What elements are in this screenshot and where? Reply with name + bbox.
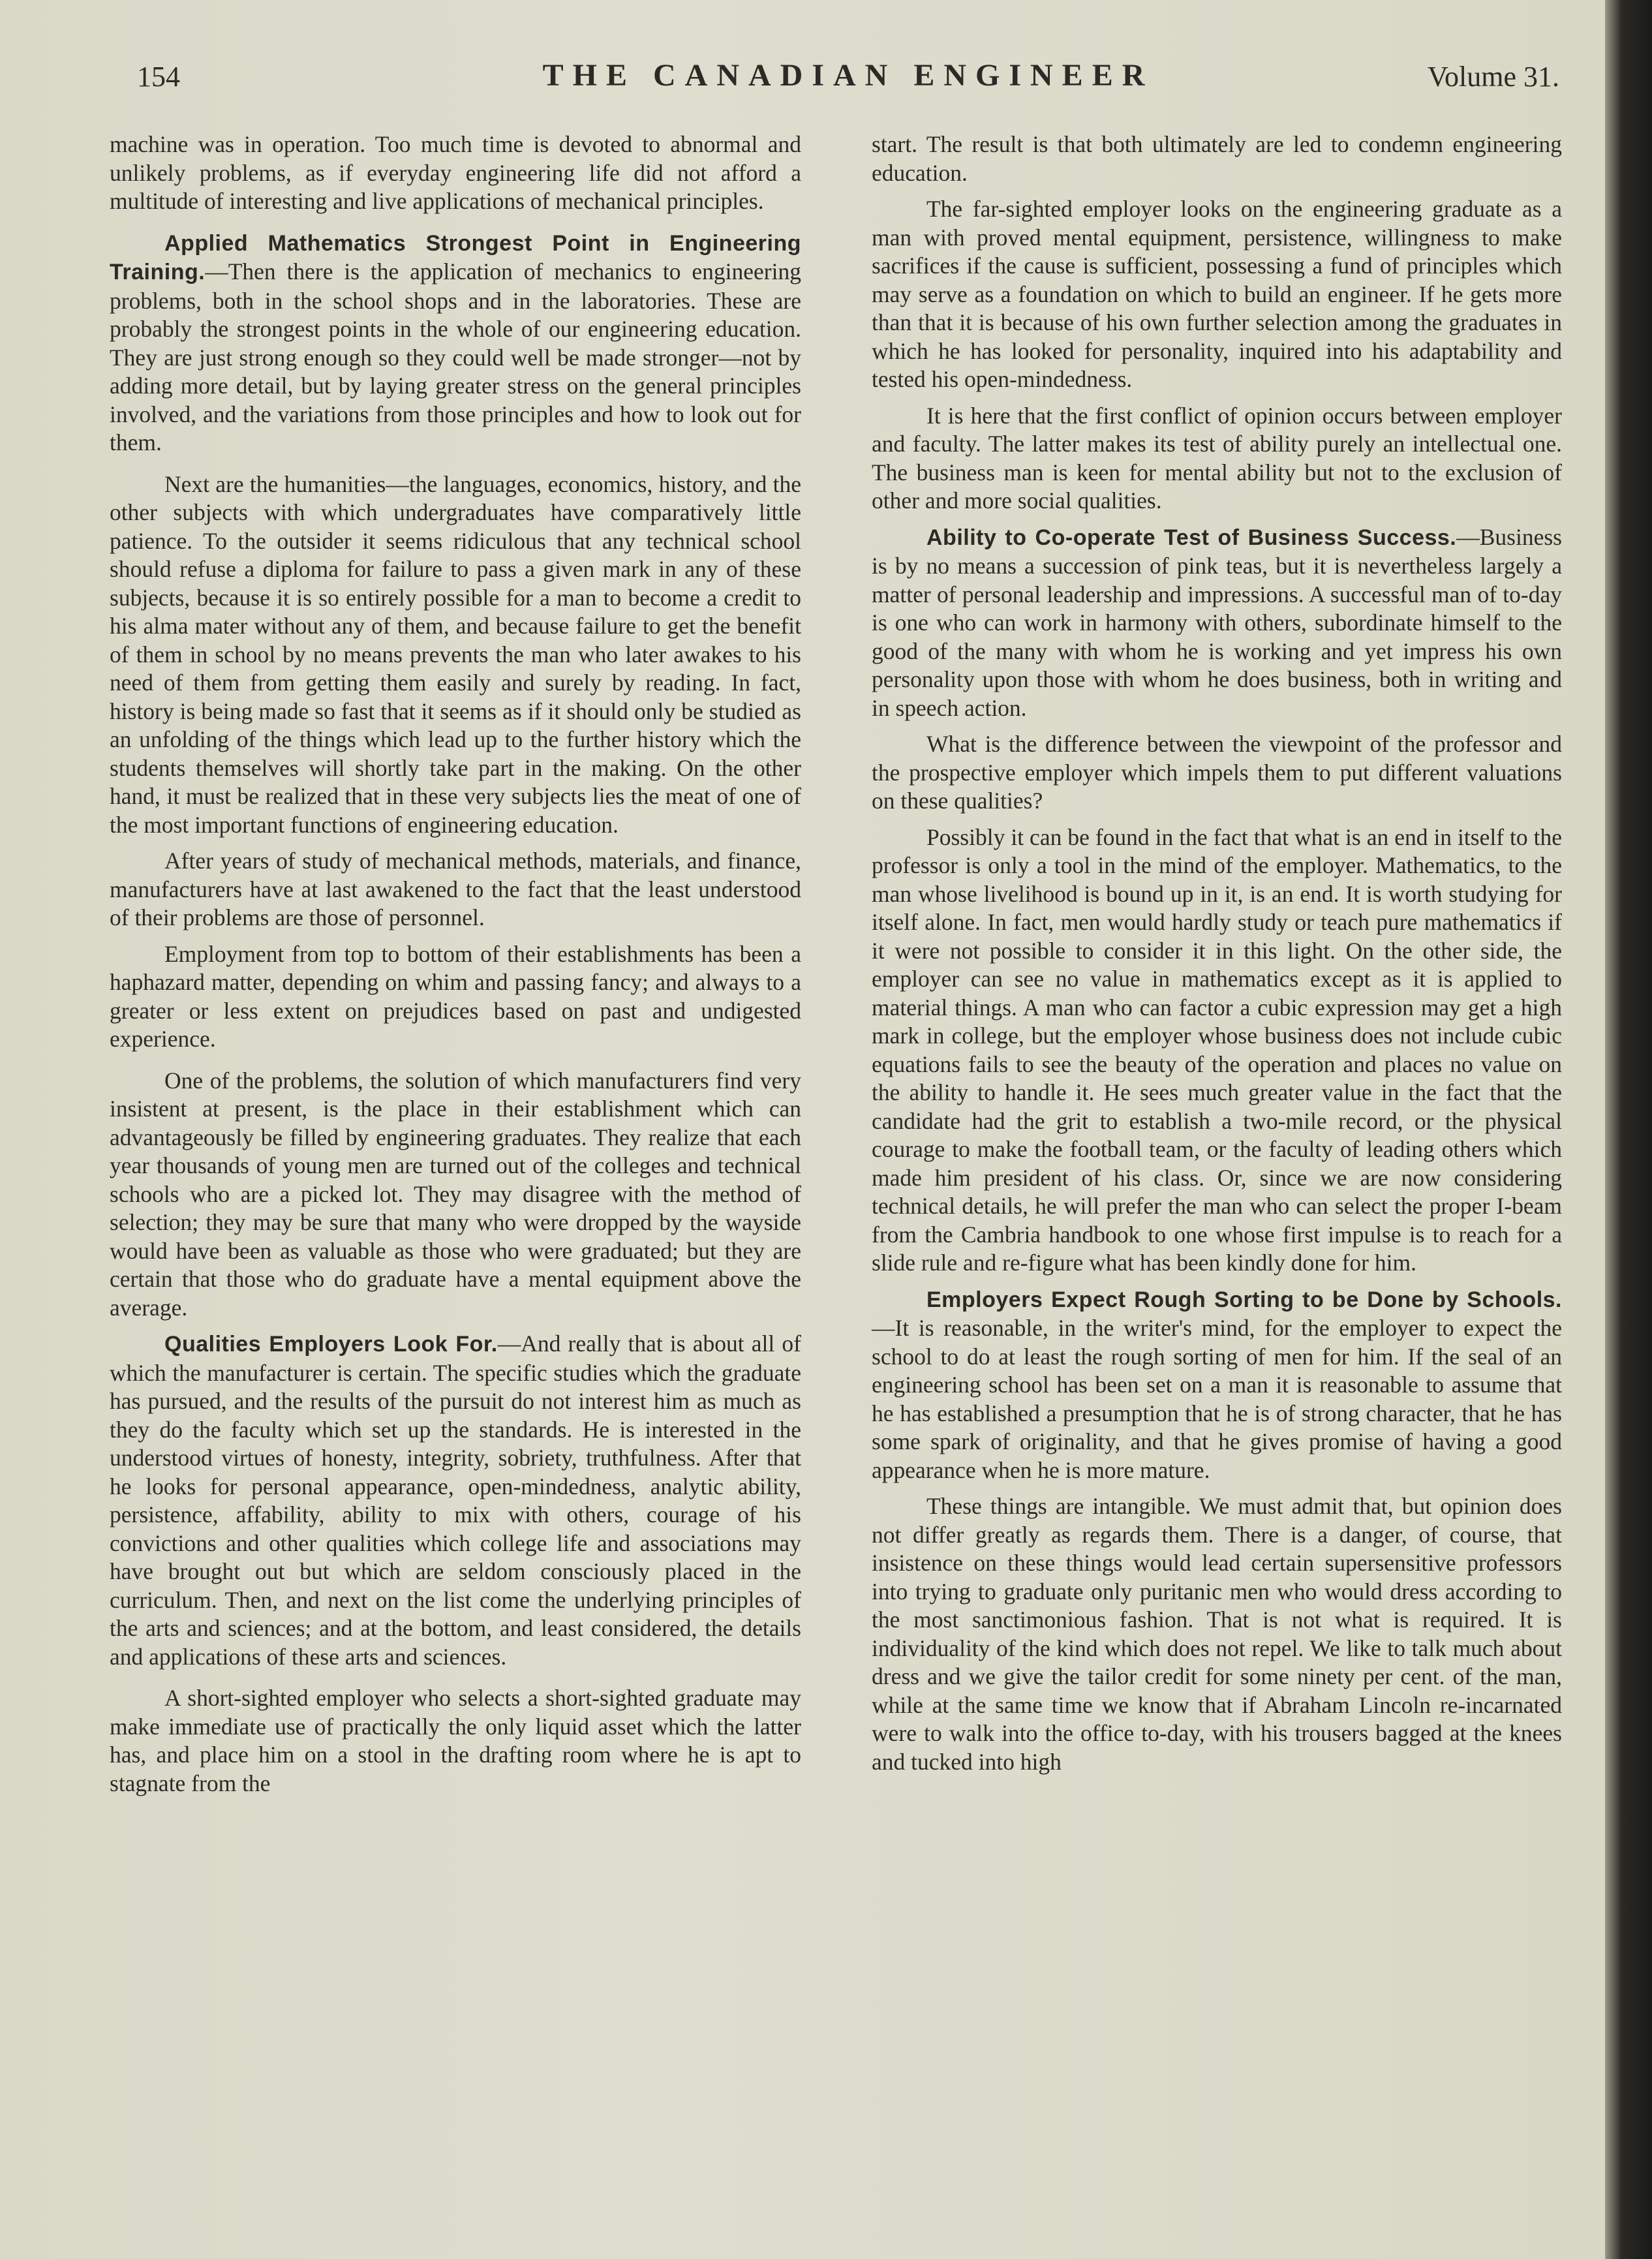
paragraph: These things are intangible. We must admit that, but opinion does not differ greatly as regards them. There is a danger, of course, that insistence on these things would lead certain supersensitive professors into trying to graduate only puritanic men who would dress according to the most sanctimonious fashion. That is not what is required. It is individuality of the kind which does not repel. We like to talk much about dress and we give the tailor credit for some ninety per cent. of the man, while at the same time we know that if Abraham Lincoln re-incarnated were to walk into the office to-day, with his trousers bagged at the knees and tucked into high — [872, 1493, 1562, 1775]
section-heading: Applied Mathematics Strongest Point in Engineering Training. — [110, 230, 801, 284]
paragraph: Employers Expect Rough Sorting to be Done by Schools.—It is reasonable, in the writer's mind, for the employer to expect the school to do at least the rough sorting of men for him. If the seal of an engineering school has been set on a man it is reasonable to assume that he has established a presumption that he is of strong character, that he has some spark of originality, and that he gives promise of having a good appearance when he is more mature. — [872, 1287, 1562, 1483]
paragraph: What is the difference between the viewpoint of the professor and the prospective employer which impels them to put different valuations on these qualities? — [872, 731, 1562, 814]
section-heading: Employers Expect Rough Sorting to be Done by Schools. — [926, 1287, 1562, 1312]
volume-label: Volume 31. — [1427, 61, 1559, 93]
page-header — [137, 57, 1559, 103]
section-heading: Qualities Employers Look For. — [164, 1332, 498, 1357]
paragraph: After years of study of mechanical methods, materials, and finance, manufacturers have at last awakened to the fact that the least understood of their problems are those of personnel. — [110, 848, 801, 930]
paragraph: It is here that the first conflict of opinion occurs between employer and faculty. The latter makes its test of ability purely an intellectual one. The business man is keen for mental ability but not to the exclusion of other and more social qualities. — [872, 402, 1562, 514]
paragraph: The far-sighted employer looks on the engineering graduate as a man with proved mental equipment, persistence, willingness to make sacrifices if the cause is sufficient, possessing a fund of principles which may serve as a foundation on which to build an engineer. If he gets more than that it is because of his own further selection among the graduates in which he has looked for personality, inquired into his adaptability and tested his open-mindedness. — [872, 196, 1562, 392]
journal-title: THE CANADIAN ENGINEER — [542, 58, 1154, 93]
paragraph: Possibly it can be found in the fact that what is an end in itself to the professor is only a tool in the mind of the employer. Mathematics, to the man whose livelihood is bound up in it, is an end. It is worth studying for itself alone. In fact, men would hardly study or teach pure mathematics if it were not possible to consider it in this light. On the other side, the employer can see no value in mathematics except as it is applied to material things. A man who can factor a cubic expression may get a high mark in college, but the employer whose business does not include cubic equations fails to see the beauty of the operation and places no value on the ability to handle it. He sees much greater value in the fact that the candidate had the grit to establish a two-mile record, or the physical courage to make the football team, or the faculty of leading others which made him president of his class. Or, since we are now considering technical details, he will prefer the man who can select the proper I-beam from the Cambria handbook to one whose first impulse is to reach for a slide rule and re-figure what has been kindly done for him. — [872, 823, 1562, 1276]
right-column — [872, 131, 1562, 2232]
page-number: 154 — [137, 61, 180, 93]
paragraph: Employment from top to bottom of their establishments has been a haphazard matter, depending on whim and passing fancy; and always to a greater or less extent on prejudices based on past and undigested experience. — [110, 940, 801, 1052]
paragraph: A short-sighted employer who selects a short-sighted graduate may make immediate use of practically the only liquid asset which the latter has, and place him on a stool in the drafting room where he is apt to stagnate from the — [110, 1685, 801, 1796]
paragraph: Ability to Co-operate Test of Business Success.—Business is by no means a succession of pink teas, but it is nevertheless largely a matter of personal leadership and impressions. A successful man of to-day is one who can work in harmony with others, subordinate himself to the good of the many with whom he is working and yet impress his own personality upon those with whom he does business, both in writing and in speech action. — [872, 523, 1562, 721]
book-binding-edge — [1605, 0, 1652, 2259]
paragraph: One of the problems, the solution of which manufacturers find very insistent at present, is the place in their establishment which can advantageously be filled by engineering graduates. They realize that each year thousands of young men are turned out of the colleges and technical schools who are a picked lot. They may disagree with the method of selection; they may be sure that many who were dropped by the wayside would have been as valuable as those who were graduated; but they are certain that those who do graduate have a mental equipment above the average. — [110, 1067, 801, 1321]
paragraph: Next are the humanities—the languages, economics, history, and the other subjects with which undergraduates have comparatively little patience. To the outsider it seems ridiculous that any technical school should refuse a diploma for failure to pass a given mark in any of these subjects, because it is so entirely possible for a man to become a credit to his alma mater without any of them, and because failure to get the benefit of them in school by no means prevents the man who later awakes to his need of them from getting them easily and surely by reading. In fact, history is being made so fast that it seems as if it should only be studied as an unfolding of the things which lead up to the further history which the students themselves will shortly take part in the making. On the other hand, it must be realized that in these very subjects lies the meat of one of the most important functions of engineering education. — [110, 470, 801, 838]
paragraph: machine was in operation. Too much time is devoted to abnormal and unlikely problems, as if everyday engineering life did not afford a multitude of interesting and live applications of mechanical principles. — [110, 131, 801, 214]
paragraph: start. The result is that both ultimately are led to condemn engineering education. — [872, 131, 1562, 186]
paragraph: Qualities Employers Look For.—And really that is about all of which the manufacturer is certain. The specific studies which the graduate has pursued, and the results of the pursuit do not interest him as much as they do the faculty which set up the standards. He is interested in the understood virtues of honesty, integrity, sobriety, truthfulness. After that he looks for personal appearance, open-mindedness, analytic ability, persistence, affability, ability to mix with others, courage of his convictions and other qualities which college life and associations may have brought out but which are seldom consciously placed in the curriculum. Then, and next on the list come the underlying principles of the arts and sciences; and at the bottom, and least considered, the details and applications of these arts and sciences. — [110, 1330, 801, 1670]
paragraph: Applied Mathematics Strongest Point in Engineering Training.—Then there is the application of mechanics to engineering problems, both in the school shops and in the laboratories. These are probably the strongest points in the whole of our engineering education. They are just strong enough so they could well be made stronger—not by adding more detail, but by laying greater stress on the general principles involved, and the variations from those principles and how to look out for them. — [110, 230, 801, 455]
section-heading: Ability to Co-operate Test of Business Success. — [926, 525, 1457, 550]
left-column — [110, 131, 801, 2232]
